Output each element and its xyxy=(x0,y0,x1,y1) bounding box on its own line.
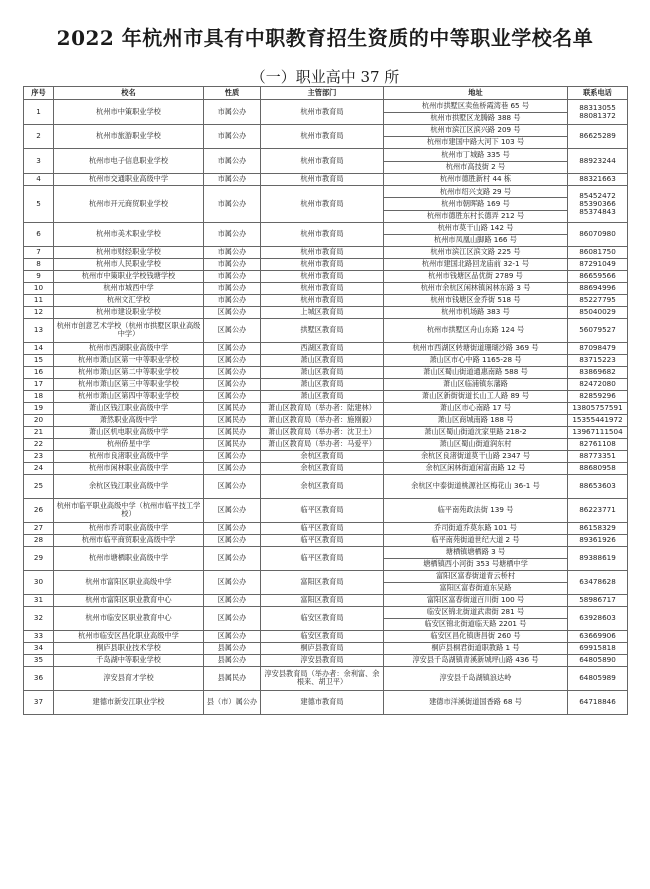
table-row xyxy=(24,630,628,642)
cell-no: 31 xyxy=(24,594,54,606)
cell-dept: 临平区教育局 xyxy=(261,522,384,534)
cell-dept: 萧山区教育局（举办者：马爱平） xyxy=(261,438,384,450)
cell-school-name: 杭州市财经职业学校 xyxy=(54,246,204,258)
cell-address: 杭州市德胜新村 44 栋 xyxy=(384,174,568,186)
cell-school-name: 杭州市美术职业学校 xyxy=(54,222,204,246)
cell-school-name: 杭州侨星中学 xyxy=(54,438,204,450)
cell-no: 21 xyxy=(24,426,54,438)
cell-school-name: 杭州市临平商贸职业高级中学 xyxy=(54,534,204,546)
cell-school-name: 杭州市萧山区第一中等职业学校 xyxy=(54,354,204,366)
cell-address: 杭州市建国北路回龙庙前 32-1 号 xyxy=(384,258,568,270)
cell-no: 35 xyxy=(24,654,54,666)
header-address: 地址 xyxy=(384,87,568,100)
cell-phone: 88313055 88081372 xyxy=(568,100,628,125)
cell-school-name: 杭州市创意艺术学校（杭州市拱墅区职业高级中学） xyxy=(54,318,204,342)
cell-address: 余杭区中泰街道桃源社区梅花山 36-1 号 xyxy=(384,474,568,498)
cell-phone: 85452472 85390366 85374843 xyxy=(568,186,628,223)
cell-address: 杭州市西湖区转塘街道珊瑚沙路 369 号 xyxy=(384,342,568,354)
cell-no: 34 xyxy=(24,642,54,654)
cell-dept: 杭州市教育局 xyxy=(261,125,384,149)
cell-school-name: 建德市新安江职业学校 xyxy=(54,690,204,714)
cell-nature: 区属公办 xyxy=(204,378,261,390)
cell-address: 桐庐县桐君街道职教路 1 号 xyxy=(384,642,568,654)
cell-school-name: 萧山区机电职业高级中学 xyxy=(54,426,204,438)
cell-dept: 余杭区教育局 xyxy=(261,474,384,498)
cell-nature: 区属民办 xyxy=(204,414,261,426)
cell-school-name: 杭州市萧山区第三中等职业学校 xyxy=(54,378,204,390)
cell-phone: 82859296 xyxy=(568,390,628,402)
cell-dept: 富阳区教育局 xyxy=(261,594,384,606)
cell-phone: 64805989 xyxy=(568,666,628,690)
table-row xyxy=(24,318,628,342)
cell-phone: 88653603 xyxy=(568,474,628,498)
cell-nature: 市属公办 xyxy=(204,246,261,258)
cell-no: 6 xyxy=(24,222,54,246)
cell-no: 3 xyxy=(24,149,54,174)
cell-no: 36 xyxy=(24,666,54,690)
cell-dept: 萧山区教育局 xyxy=(261,354,384,366)
cell-dept: 杭州市教育局 xyxy=(261,282,384,294)
cell-address: 余杭区良渚街道莫干山路 2347 号 xyxy=(384,450,568,462)
cell-dept: 萧山区教育局 xyxy=(261,366,384,378)
cell-address: 临安区锦北街道武肃街 281 号 xyxy=(384,606,568,618)
cell-phone: 85040029 xyxy=(568,306,628,318)
cell-school-name: 千岛湖中等职业学校 xyxy=(54,654,204,666)
cell-school-name: 杭州市临平职业高级中学（杭州市临平技工学校） xyxy=(54,498,204,522)
cell-address: 杭州市凤凰山脚路 166 号 xyxy=(384,234,568,246)
cell-phone: 56079527 xyxy=(568,318,628,342)
cell-address: 杭州市莫干山路 142 号 xyxy=(384,222,568,234)
cell-nature: 县属公办 xyxy=(204,642,261,654)
cell-nature: 县属民办 xyxy=(204,666,261,690)
cell-school-name: 杭州市萧山区第四中等职业学校 xyxy=(54,390,204,402)
cell-no: 13 xyxy=(24,318,54,342)
cell-phone: 63478628 xyxy=(568,570,628,594)
cell-dept: 杭州市教育局 xyxy=(261,294,384,306)
cell-no: 15 xyxy=(24,354,54,366)
cell-dept: 杭州市教育局 xyxy=(261,149,384,174)
cell-address: 杭州市拱墅区龙腾路 388 号 xyxy=(384,112,568,125)
cell-dept: 杭州市教育局 xyxy=(261,186,384,223)
cell-nature: 区属民办 xyxy=(204,402,261,414)
cell-address: 富阳区富春街道东吴路 xyxy=(384,582,568,594)
table-row xyxy=(24,642,628,654)
table-row xyxy=(24,174,628,186)
cell-no: 4 xyxy=(24,174,54,186)
header-nature: 性质 xyxy=(204,87,261,100)
cell-school-name: 杭州市旅游职业学校 xyxy=(54,125,204,149)
table-row xyxy=(24,546,628,558)
cell-phone: 89361926 xyxy=(568,534,628,546)
table-row xyxy=(24,534,628,546)
cell-nature: 区属公办 xyxy=(204,534,261,546)
cell-address: 临安区昌化镇唐昌街 260 号 xyxy=(384,630,568,642)
cell-phone: 87291049 xyxy=(568,258,628,270)
header-dept: 主管部门 xyxy=(261,87,384,100)
cell-address: 萧山区蜀山街道沈家里路 218-2 xyxy=(384,426,568,438)
cell-phone: 88321663 xyxy=(568,174,628,186)
cell-address: 建德市洋溪街道国香路 68 号 xyxy=(384,690,568,714)
cell-address: 杭州市德胜东村长德弄 212 号 xyxy=(384,210,568,222)
cell-school-name: 杭州市电子信息职业学校 xyxy=(54,149,204,174)
cell-no: 22 xyxy=(24,438,54,450)
table-row xyxy=(24,282,628,294)
cell-school-name: 杭州市交通职业高级中学 xyxy=(54,174,204,186)
cell-no: 23 xyxy=(24,450,54,462)
cell-no: 5 xyxy=(24,186,54,223)
cell-dept: 建德市教育局 xyxy=(261,690,384,714)
cell-phone: 69915818 xyxy=(568,642,628,654)
table-row xyxy=(24,438,628,450)
cell-nature: 县（市）属公办 xyxy=(204,690,261,714)
cell-no: 2 xyxy=(24,125,54,149)
table-row xyxy=(24,606,628,618)
table-header-row xyxy=(24,87,628,100)
cell-nature: 区属公办 xyxy=(204,474,261,498)
table-row xyxy=(24,366,628,378)
cell-no: 9 xyxy=(24,270,54,282)
cell-dept: 杭州市教育局 xyxy=(261,222,384,246)
cell-dept: 杭州市教育局 xyxy=(261,100,384,125)
cell-address: 杭州市滨江区滨文路 225 号 xyxy=(384,246,568,258)
table-row xyxy=(24,414,628,426)
cell-address: 淳安县千岛湖镇浪达岭 xyxy=(384,666,568,690)
cell-phone: 63928603 xyxy=(568,606,628,630)
cell-school-name: 杭州市建设职业学校 xyxy=(54,306,204,318)
cell-phone: 13967111504 xyxy=(568,426,628,438)
cell-school-name: 杭州市临安区昌化职业高级中学 xyxy=(54,630,204,642)
cell-no: 27 xyxy=(24,522,54,534)
cell-school-name: 杭州市塘栖职业高级中学 xyxy=(54,546,204,570)
cell-nature: 区属公办 xyxy=(204,342,261,354)
document-title: 2022 年杭州市具有中职教育招生资质的中等职业学校名单 xyxy=(56,26,594,50)
cell-school-name: 杭州市富阳区职业高级中学 xyxy=(54,570,204,594)
cell-address: 杭州市丁城路 335 号 xyxy=(384,149,568,162)
cell-nature: 市属公办 xyxy=(204,149,261,174)
cell-dept: 萧山区教育局（举办者：施刚毅） xyxy=(261,414,384,426)
table-row xyxy=(24,654,628,666)
cell-address: 萧山区商城南路 188 号 xyxy=(384,414,568,426)
cell-nature: 区属公办 xyxy=(204,594,261,606)
cell-phone: 86158329 xyxy=(568,522,628,534)
cell-dept: 临安区教育局 xyxy=(261,606,384,630)
cell-nature: 区属公办 xyxy=(204,498,261,522)
cell-nature: 区属公办 xyxy=(204,366,261,378)
cell-dept: 桐庐县教育局 xyxy=(261,642,384,654)
cell-dept: 富阳区教育局 xyxy=(261,570,384,594)
cell-no: 25 xyxy=(24,474,54,498)
table-row xyxy=(24,522,628,534)
cell-dept: 临平区教育局 xyxy=(261,546,384,570)
cell-address: 杭州市机场路 383 号 xyxy=(384,306,568,318)
cell-school-name: 杭州市中策职业学校钱塘学校 xyxy=(54,270,204,282)
cell-phone: 86625289 xyxy=(568,125,628,149)
cell-no: 29 xyxy=(24,546,54,570)
cell-nature: 市属公办 xyxy=(204,282,261,294)
cell-nature: 区属公办 xyxy=(204,606,261,630)
cell-nature: 市属公办 xyxy=(204,294,261,306)
table-row xyxy=(24,258,628,270)
cell-nature: 市属公办 xyxy=(204,222,261,246)
header-no: 序号 xyxy=(24,87,54,100)
cell-school-name: 淳安县育才学校 xyxy=(54,666,204,690)
cell-phone: 63669906 xyxy=(568,630,628,642)
cell-address: 杭州市绍兴支路 29 号 xyxy=(384,186,568,198)
table-row xyxy=(24,666,628,690)
cell-school-name: 余杭区钱江职业高级中学 xyxy=(54,474,204,498)
table-row xyxy=(24,222,628,234)
cell-address: 塘栖镇塘栖路 3 号 xyxy=(384,546,568,558)
cell-address: 临安区锦北街道临天路 2201 号 xyxy=(384,618,568,630)
cell-address: 杭州市钱塘区品优街 2789 号 xyxy=(384,270,568,282)
table-row xyxy=(24,270,628,282)
school-table xyxy=(23,86,628,715)
cell-nature: 市属公办 xyxy=(204,174,261,186)
cell-nature: 区属公办 xyxy=(204,522,261,534)
cell-dept: 淳安县教育局（举办者：余利富、余根来、胡卫平） xyxy=(261,666,384,690)
cell-address: 萧山区蜀山街道润东村 xyxy=(384,438,568,450)
cell-dept: 西湖区教育局 xyxy=(261,342,384,354)
cell-dept: 杭州市教育局 xyxy=(261,246,384,258)
cell-phone: 87098479 xyxy=(568,342,628,354)
table-row xyxy=(24,462,628,474)
table-row xyxy=(24,246,628,258)
cell-school-name: 杭州市良渚职业高级中学 xyxy=(54,450,204,462)
cell-phone: 82761108 xyxy=(568,438,628,450)
cell-no: 33 xyxy=(24,630,54,642)
cell-school-name: 杭州市萧山区第二中等职业学校 xyxy=(54,366,204,378)
cell-dept: 萧山区教育局 xyxy=(261,390,384,402)
cell-no: 19 xyxy=(24,402,54,414)
table-row xyxy=(24,149,628,162)
cell-school-name: 杭州市闲林职业高级中学 xyxy=(54,462,204,474)
table-row xyxy=(24,100,628,113)
cell-phone: 88694996 xyxy=(568,282,628,294)
cell-no: 11 xyxy=(24,294,54,306)
cell-phone: 64805890 xyxy=(568,654,628,666)
cell-address: 杭州市建国中路大河下 103 号 xyxy=(384,137,568,149)
cell-address: 杭州市朝晖路 169 号 xyxy=(384,198,568,210)
table-row xyxy=(24,594,628,606)
cell-address: 杭州市钱塘区金乔街 518 号 xyxy=(384,294,568,306)
cell-phone: 88680958 xyxy=(568,462,628,474)
cell-dept: 上城区教育局 xyxy=(261,306,384,318)
cell-address: 乔司街道乔莫东路 101 号 xyxy=(384,522,568,534)
cell-address: 杭州市拱墅区卖鱼桥霞湾巷 65 号 xyxy=(384,100,568,113)
table-row xyxy=(24,690,628,714)
table-row xyxy=(24,426,628,438)
cell-nature: 市属公办 xyxy=(204,125,261,149)
cell-school-name: 萧山区钱江职业高级中学 xyxy=(54,402,204,414)
cell-nature: 区属公办 xyxy=(204,390,261,402)
table-row xyxy=(24,186,628,198)
cell-dept: 余杭区教育局 xyxy=(261,450,384,462)
header-phone: 联系电话 xyxy=(568,87,628,100)
cell-nature: 区属公办 xyxy=(204,354,261,366)
cell-school-name: 杭州市城西中学 xyxy=(54,282,204,294)
cell-no: 20 xyxy=(24,414,54,426)
cell-nature: 区属公办 xyxy=(204,570,261,594)
cell-dept: 余杭区教育局 xyxy=(261,462,384,474)
cell-school-name: 萧然职业高级中学 xyxy=(54,414,204,426)
cell-no: 24 xyxy=(24,462,54,474)
cell-address: 萧山区新街街道长山工人路 89 号 xyxy=(384,390,568,402)
cell-school-name: 杭州市临安区职业教育中心 xyxy=(54,606,204,630)
cell-phone: 86070980 xyxy=(568,222,628,246)
cell-address: 杭州市余杭区闲林镇闲林东路 3 号 xyxy=(384,282,568,294)
cell-nature: 区属公办 xyxy=(204,546,261,570)
cell-dept: 萧山区教育局 xyxy=(261,378,384,390)
cell-dept: 临平区教育局 xyxy=(261,534,384,546)
cell-address: 萧山区蜀山街道通惠南路 588 号 xyxy=(384,366,568,378)
cell-phone: 58986717 xyxy=(568,594,628,606)
cell-nature: 区属公办 xyxy=(204,462,261,474)
cell-phone: 86081750 xyxy=(568,246,628,258)
cell-phone: 15355441972 xyxy=(568,414,628,426)
cell-dept: 杭州市教育局 xyxy=(261,270,384,282)
cell-address: 富阳区富春街道青云桥村 xyxy=(384,570,568,582)
cell-school-name: 杭州市中策职业学校 xyxy=(54,100,204,125)
cell-no: 10 xyxy=(24,282,54,294)
cell-no: 1 xyxy=(24,100,54,125)
cell-phone: 83869682 xyxy=(568,366,628,378)
cell-nature: 区属民办 xyxy=(204,426,261,438)
table-body xyxy=(24,100,628,715)
cell-phone: 83715223 xyxy=(568,354,628,366)
cell-address: 余杭区闲林街道闲富南路 12 号 xyxy=(384,462,568,474)
cell-nature: 区属公办 xyxy=(204,318,261,342)
cell-address: 萧山区临浦镇东藩路 xyxy=(384,378,568,390)
cell-school-name: 杭州市乔司职业高级中学 xyxy=(54,522,204,534)
cell-nature: 区属公办 xyxy=(204,306,261,318)
cell-phone: 88923244 xyxy=(568,149,628,174)
cell-school-name: 杭州市西湖职业高级中学 xyxy=(54,342,204,354)
table-row xyxy=(24,450,628,462)
table-row xyxy=(24,294,628,306)
cell-no: 8 xyxy=(24,258,54,270)
section-subtitle: （一）职业高中 37 所 xyxy=(250,68,400,86)
cell-address: 临平南苑政法街 139 号 xyxy=(384,498,568,522)
cell-dept: 杭州市教育局 xyxy=(261,174,384,186)
cell-address: 杭州市高技街 2 号 xyxy=(384,161,568,174)
cell-dept: 拱墅区教育局 xyxy=(261,318,384,342)
cell-address: 杭州市拱墅区舟山东路 124 号 xyxy=(384,318,568,342)
cell-phone: 82472080 xyxy=(568,378,628,390)
cell-school-name: 桐庐县职业技术学校 xyxy=(54,642,204,654)
cell-address: 塘栖镇西小河街 353 号塘栖中学 xyxy=(384,558,568,570)
table-row xyxy=(24,306,628,318)
cell-no: 26 xyxy=(24,498,54,522)
cell-no: 37 xyxy=(24,690,54,714)
cell-nature: 区属公办 xyxy=(204,630,261,642)
cell-address: 富阳区富春街道百川街 100 号 xyxy=(384,594,568,606)
header-name: 校名 xyxy=(54,87,204,100)
cell-dept: 临安区教育局 xyxy=(261,630,384,642)
table-row xyxy=(24,570,628,582)
cell-phone: 64718846 xyxy=(568,690,628,714)
cell-nature: 市属公办 xyxy=(204,186,261,223)
cell-phone: 13805757591 xyxy=(568,402,628,414)
cell-phone: 89388619 xyxy=(568,546,628,570)
table-row xyxy=(24,474,628,498)
cell-no: 17 xyxy=(24,378,54,390)
cell-nature: 区属公办 xyxy=(204,450,261,462)
cell-address: 杭州市滨江区滨兴路 209 号 xyxy=(384,125,568,137)
cell-no: 30 xyxy=(24,570,54,594)
cell-phone: 88773351 xyxy=(568,450,628,462)
cell-address: 萧山区市心中路 1165-28 号 xyxy=(384,354,568,366)
cell-no: 32 xyxy=(24,606,54,630)
cell-no: 16 xyxy=(24,366,54,378)
table-row xyxy=(24,125,628,137)
table-row xyxy=(24,402,628,414)
cell-school-name: 杭州市人民职业学校 xyxy=(54,258,204,270)
cell-no: 7 xyxy=(24,246,54,258)
cell-nature: 市属公办 xyxy=(204,100,261,125)
cell-phone: 86659566 xyxy=(568,270,628,282)
cell-nature: 县属公办 xyxy=(204,654,261,666)
cell-no: 12 xyxy=(24,306,54,318)
cell-nature: 区属民办 xyxy=(204,438,261,450)
cell-nature: 市属公办 xyxy=(204,270,261,282)
cell-dept: 萧山区教育局（举办者：陆建林） xyxy=(261,402,384,414)
cell-address: 淳安县千岛湖镇青溪新城坪山路 436 号 xyxy=(384,654,568,666)
table-row xyxy=(24,498,628,522)
cell-dept: 萧山区教育局（举办者：沈卫土） xyxy=(261,426,384,438)
cell-no: 14 xyxy=(24,342,54,354)
table-row xyxy=(24,378,628,390)
cell-dept: 临平区教育局 xyxy=(261,498,384,522)
cell-no: 18 xyxy=(24,390,54,402)
cell-phone: 85227795 xyxy=(568,294,628,306)
cell-nature: 市属公办 xyxy=(204,258,261,270)
cell-address: 萧山区市心南路 17 号 xyxy=(384,402,568,414)
cell-school-name: 杭州市开元商贸职业学校 xyxy=(54,186,204,223)
cell-dept: 淳安县教育局 xyxy=(261,654,384,666)
cell-address: 临平南苑街道世纪大道 2 号 xyxy=(384,534,568,546)
cell-dept: 杭州市教育局 xyxy=(261,258,384,270)
cell-school-name: 杭州市富阳区职业教育中心 xyxy=(54,594,204,606)
table-row xyxy=(24,342,628,354)
cell-school-name: 杭州文汇学校 xyxy=(54,294,204,306)
table-row xyxy=(24,390,628,402)
table-row xyxy=(24,354,628,366)
cell-no: 28 xyxy=(24,534,54,546)
cell-phone: 86223771 xyxy=(568,498,628,522)
